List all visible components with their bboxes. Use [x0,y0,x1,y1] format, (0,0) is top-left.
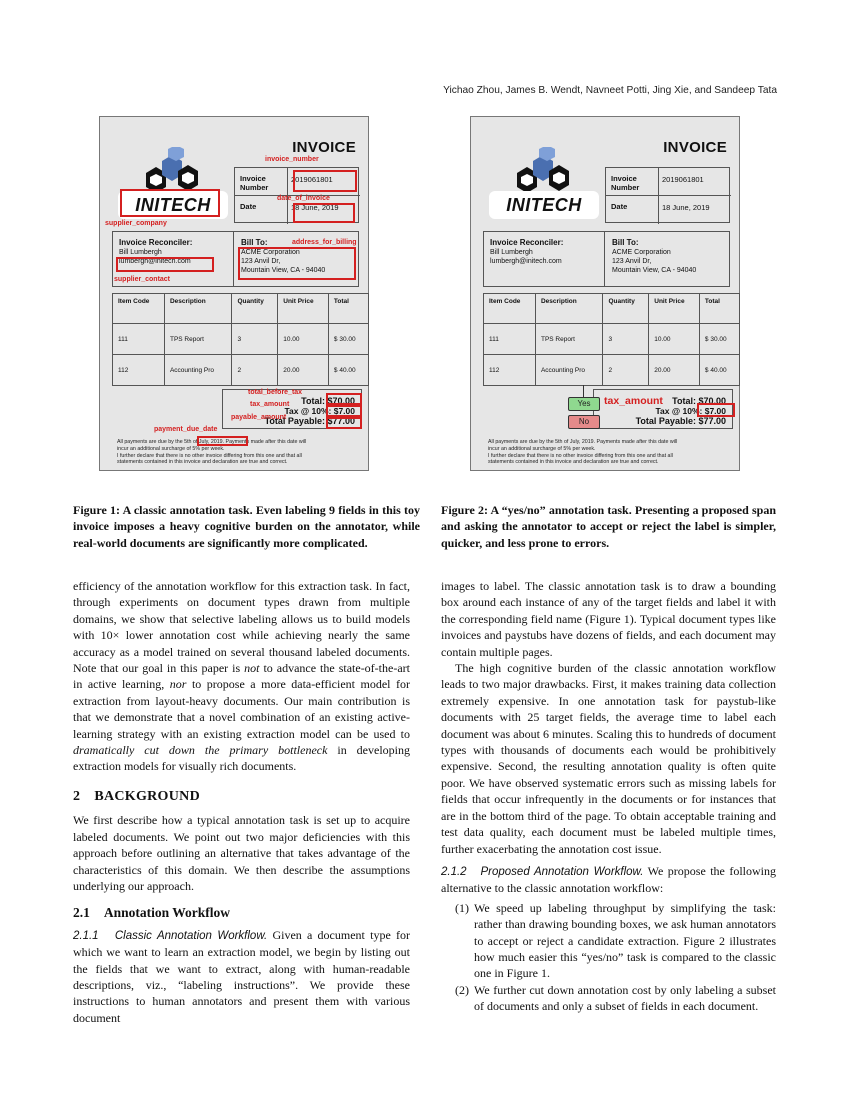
proposed-label: tax_amount [604,395,663,407]
label-tax-amount: tax_amount [250,401,290,408]
cell: Accounting Pro [164,355,232,386]
reconciler-heading: Invoice Reconciler: [490,238,564,247]
company-name: INITECH [489,191,599,219]
invoice-meta [605,167,730,223]
bill-to-line: 123 Anvil Dr, [612,258,652,265]
tax-label: Tax @ 10%: [284,406,332,416]
label-total-before-tax: total_before_tax [248,389,303,396]
footer-line: I further declare that there is no other invoice differing from this one and that all [488,452,673,459]
payable-value: $77.00 [698,416,726,426]
footer-line: incur an additional surcharge of 5% per week. [117,445,225,452]
widget-connector [583,385,584,397]
paragraph: efficiency of the annotation workflow for this extraction task. In fact, through experiments on document types drawn from multiple domains, we show that selective labeling allows us to build models with 10× lower annotation cost while achieving nearly the same accuracy as a model trained on several thousand labeled documents. Note that our goal in this paper is not to advance the state-of-the-art in active learning, nor to propose a more data-efficient model for extraction from layout-heavy documents. Our main contribution is that we demonstrate that a novel combination of an existing active-learning strategy with an existing extraction model can be used to dramatically cut down the primary bottleneck in developing extraction models for visually rich documents. [73,579,410,774]
yes-button[interactable]: Yes [568,397,600,411]
label-address-for-billing: address_for_billing [292,239,357,246]
total-value: $70.00 [698,396,726,406]
figure-1-invoice [99,116,369,471]
bill-to-line: Mountain View, CA - 94040 [241,267,326,274]
cell: $ 30.00 [699,324,739,355]
cell: 112 [484,355,536,386]
bbox-proposed-tax [697,403,735,417]
cell: 2 [603,355,649,386]
cell: $ 30.00 [328,324,368,355]
footer-line: All payments are due by the 5th of July, 2019. Payments made after this date will [117,439,307,445]
reconciler-heading: Invoice Reconciler: [119,238,193,247]
left-column [73,578,410,1026]
figure-1-caption: Figure 1: A classic annotation task. Even labeling 9 fields in this toy invoice imposes a heavy cognitive burden on the annotator, while real-world documents are significantly more complicated. [73,503,420,550]
company-logo [483,147,603,222]
subsection-heading: 2.1 Annotation Workflow [73,905,231,921]
col-header: Item Code [484,294,536,324]
label-supplier-company: supplier_company [105,220,167,227]
label-invoice-number: invoice_number [265,156,319,163]
bbox-supplier-contact [116,257,214,272]
label-date-of-invoice: date_of_invoice [277,195,330,202]
invoice-number-value: 2019061801 [662,175,704,184]
cell: $ 40.00 [328,355,368,386]
numbered-list [441,900,776,1015]
cell: 10.00 [649,324,700,355]
cell: $ 40.00 [699,355,739,386]
subsubsection-heading: 2.1.1 Classic Annotation Workflow. [73,929,268,942]
cell: TPS Report [164,324,232,355]
table-row [484,324,740,355]
logo-cubes-icon [142,147,204,195]
bill-to-line: ACME Corporation [241,249,300,256]
tax-label: Tax @ 10%: [655,406,703,416]
cell: 10.00 [278,324,329,355]
list-item: (2) We further cut down annotation cost by only labeling a subset of documents and only a subset of fields in each document. [455,982,776,1014]
tax-value: $7.00 [333,406,355,416]
bbox-payable [326,417,362,429]
total-label: Total: [301,396,325,406]
col-header: Total [699,294,739,324]
tax-value: $7.00 [704,406,726,416]
date-label: Date [240,202,257,211]
invoice-number-label: Invoice Number [240,174,269,192]
items-table [112,293,369,386]
cell: 2 [232,355,278,386]
invoice-title: INVOICE [663,139,727,156]
logo-cubes-icon [513,147,575,195]
invoice-title: INVOICE [292,139,356,156]
date-value: 18 June, 2019 [662,203,710,212]
paragraph: We first describe how a typical annotation task is set up to acquire labeled documents. We point out two major deficiencies with this approach before outlining an alternative that takes advantage of the characteristics of this domain. We then describe the assumptions underlying our approach. [73,813,410,893]
cell: 112 [113,355,165,386]
date-value: 18 June, 2019 [291,203,339,212]
bill-to-heading: Bill To: [241,238,268,247]
footer-line: statements contained in this invoice and declaration are true and correct. [117,459,288,466]
payable-value: $77.00 [327,416,355,426]
reconciler-email: lumbergh@initech.com [490,258,562,265]
items-table [483,293,740,386]
no-button[interactable]: No [568,415,600,429]
col-header: Unit Price [278,294,329,324]
list-item: (1) We speed up labeling throughput by simplifying the task: rather than drawing bounding boxes, we ask human annotators to accept or reject a candidate extraction. Figure 2 illustrates how much easier this “yes/no” task is compared to the classic one in Figure 1. [455,900,776,981]
footer-line: I further declare that there is no other invoice differing from this one and that all [117,452,302,459]
cell: 20.00 [649,355,700,386]
bbox-address [238,247,356,280]
label-payable-amount: payable_amount [231,414,287,421]
cell: 111 [113,324,165,355]
total-value: $70.00 [327,396,355,406]
right-column [441,578,776,1015]
cell: 20.00 [278,355,329,386]
label-payment-due-date: payment_due_date [154,426,218,433]
bill-to-heading: Bill To: [612,238,639,247]
running-head: Yichao Zhou, James B. Wendt, Navneet Potti, Jing Xie, and Sandeep Tata [443,85,777,96]
footer-line: incur an additional surcharge of 5% per week. [488,445,596,452]
col-header: Total [328,294,368,324]
bbox-tax [326,405,362,417]
label-supplier-contact: supplier_contact [114,276,171,283]
total-label: Total: [672,396,696,406]
table-row [484,355,740,386]
reconciler-name: Bill Lumbergh [490,249,533,256]
payable-label: Total Payable: [264,416,325,426]
bill-to-line: Mountain View, CA - 94040 [612,267,697,274]
invoice-number-label: Invoice Number [611,174,640,192]
subsubsection-heading: 2.1.2 Proposed Annotation Workflow. [441,865,644,878]
col-header: Description [164,294,232,324]
reconciler-email: lumbergh@initech.com [119,258,191,265]
col-header: Item Code [113,294,165,324]
company-name: INITECH [118,191,228,219]
figure-2-caption: Figure 2: A “yes/no” annotation task. Presenting a proposed span and asking the annotator to accept or reject the label is simpler, quicker, and less prone to errors. [441,503,776,550]
bbox-invoice-number [293,170,357,192]
bbox-payment-due [197,436,248,446]
col-header: Quantity [232,294,278,324]
cell: Accounting Pro [535,355,603,386]
bbox-date [293,203,355,223]
payable-label: Total Payable: [635,416,696,426]
contact-box [483,231,730,287]
bbox-supplier-company [120,189,220,217]
paragraph: 2.1.1 Classic Annotation Workflow. Given a document type for which we want to learn an extraction model, we begin by listing out the fields that we want to extract, along with human-readable descriptions, viz., “labeling instructions”. We provide these instructions to human annotators and present them with various document [73,927,410,1025]
footer-line: All payments are due by the 5th of July, 2019. Payments made after this date will [488,439,678,445]
table-row [113,324,369,355]
figure-2-invoice [470,116,740,471]
table-row [113,355,369,386]
bill-to-line: 123 Anvil Dr, [241,258,281,265]
cell: TPS Report [535,324,603,355]
footer-line: statements contained in this invoice and declaration are true and correct. [488,459,659,466]
section-heading: 2 BACKGROUND [73,788,200,804]
paragraph: images to label. The classic annotation task is to draw a bounding box around each instance of any of the target fields and label it with the corresponding field name (Figure 1). Typical document types like invoices and paystubs have dozens of fields, and each document may contain multiple pages. [441,579,776,659]
paragraph: 2.1.2 Proposed Annotation Workflow. We propose the following alternative to the classic annotation workflow: [441,863,776,896]
date-label: Date [611,202,628,211]
invoice-footer [488,439,734,466]
reconciler-name: Bill Lumbergh [119,249,162,256]
bbox-total [326,393,362,405]
cell: 111 [484,324,536,355]
bill-to-line: ACME Corporation [612,249,671,256]
col-header: Unit Price [649,294,700,324]
invoice-number-value: 2019061801 [291,175,333,184]
cell: 3 [232,324,278,355]
paragraph: The high cognitive burden of the classic annotation workflow leads to two major drawbacks. First, it makes training data collection extremely expensive. In one annotation task for paystub-like documents with 25 target fields, the average time to label each document was about 6 minutes. Scaling this to hundreds of document types with thousands of documents each would be prohibitively expensive. Second, the resulting annotation quality is often quite poor. We have observed systematic errors such as missing labels for fields that occur infrequently in the documents or for instances that are in the bottom third of the page. To obtain acceptable training and test data quality, each document must be labeled multiple times, further exacerbating the annotation cost issue. [441,661,776,856]
col-header: Quantity [603,294,649,324]
col-header: Description [535,294,603,324]
cell: 3 [603,324,649,355]
